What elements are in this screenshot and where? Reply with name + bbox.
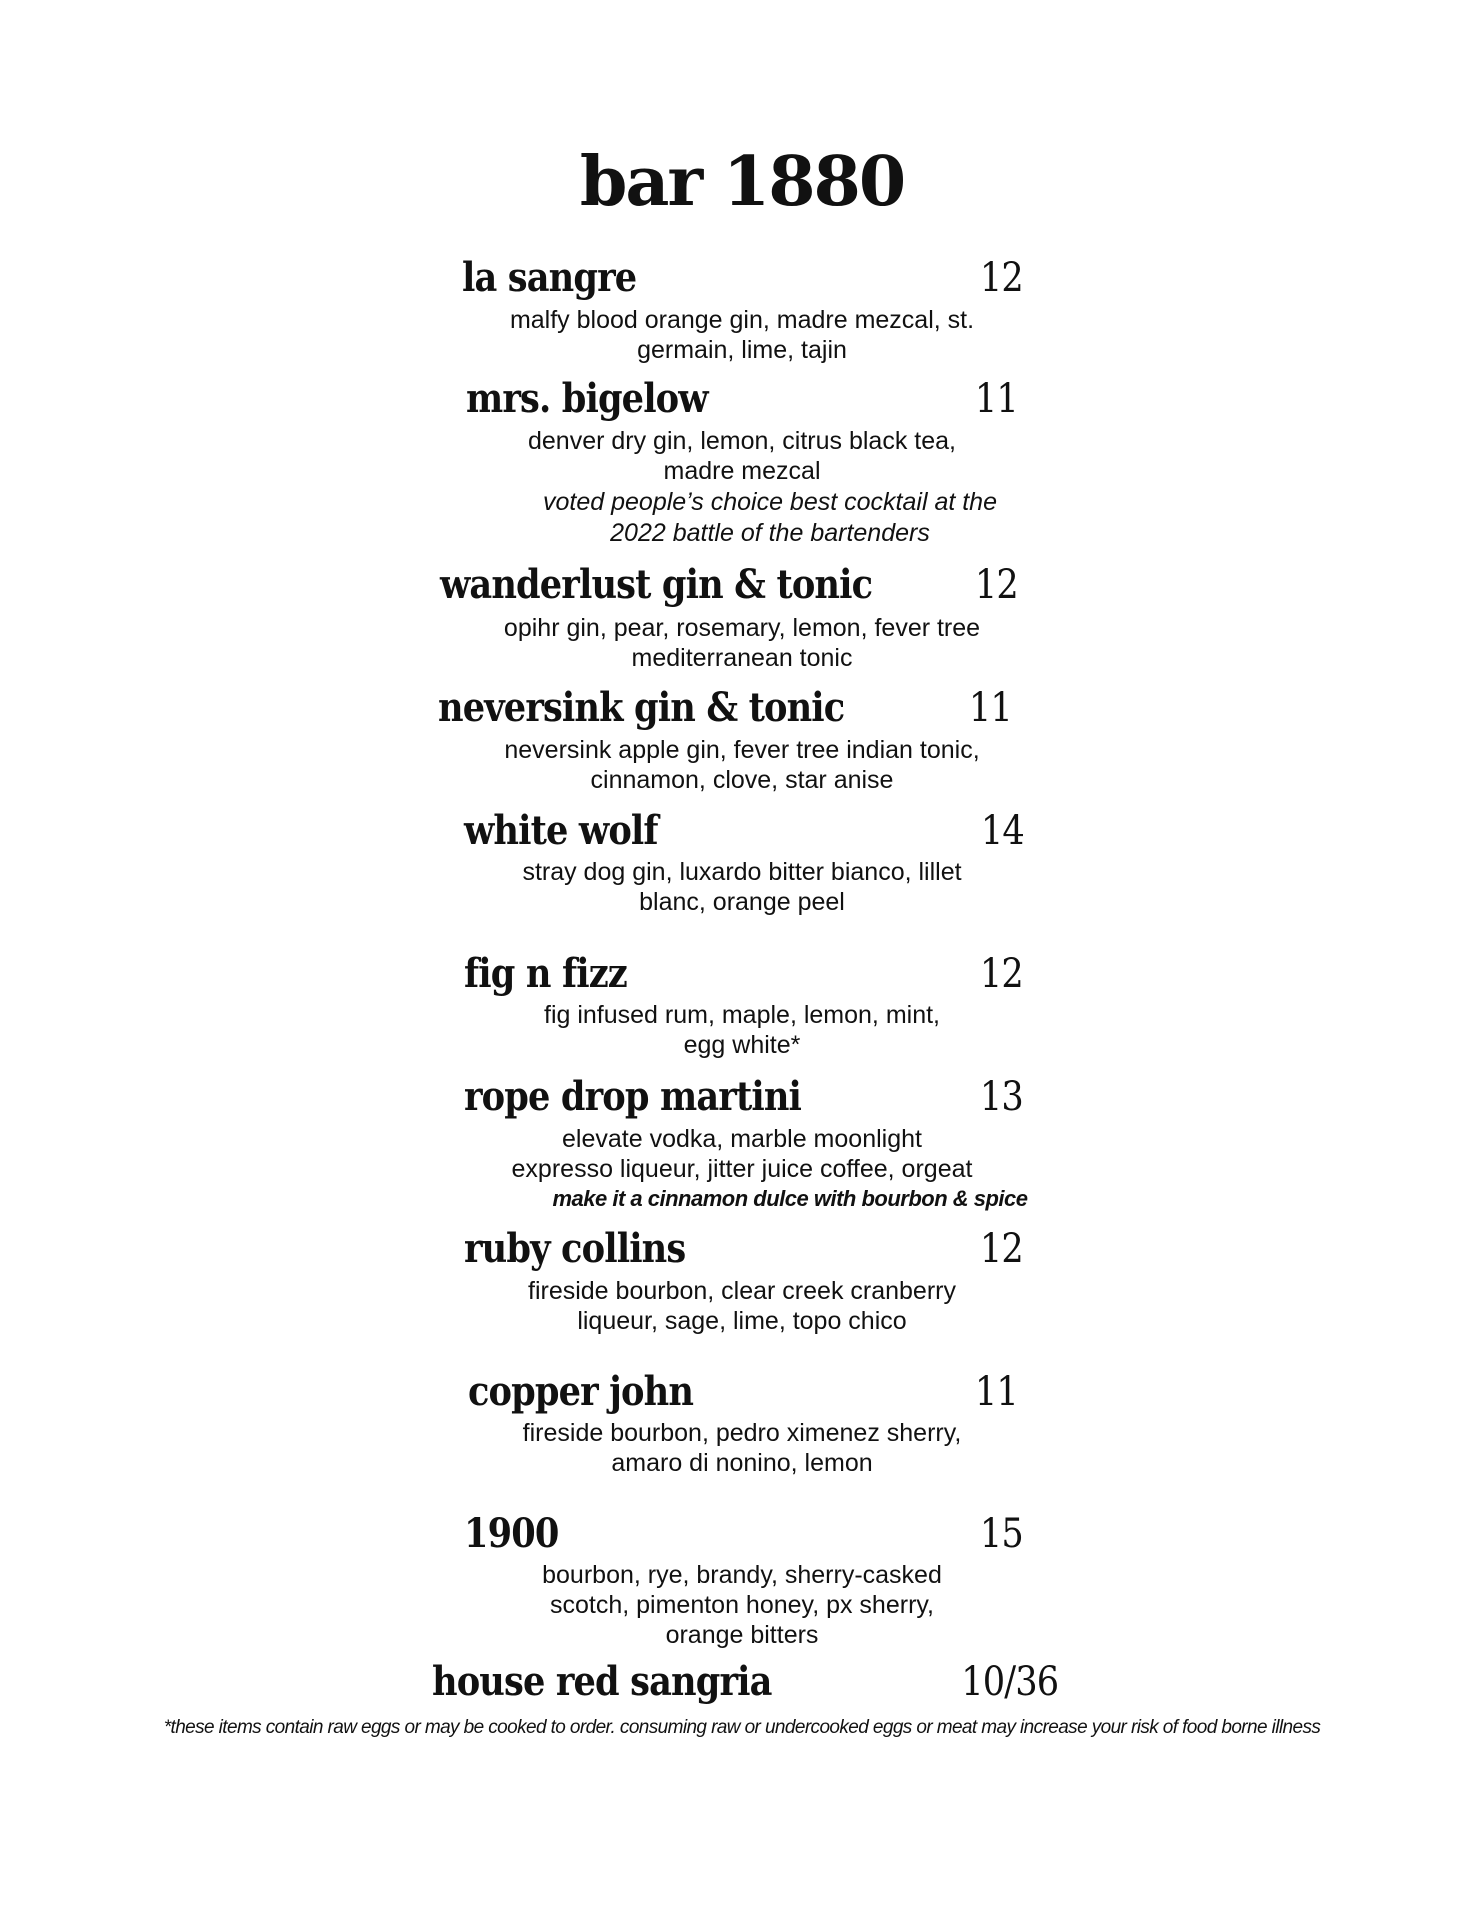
description-line: amaro di nonino, lemon <box>611 1449 873 1477</box>
item-description <box>442 1124 1042 1184</box>
description-line: germain, lime, tajin <box>637 336 847 364</box>
item-name: ruby collins <box>464 1225 686 1272</box>
item-name: mrs. bigelow <box>466 375 708 422</box>
description-line: fig infused rum, maple, lemon, mint, <box>544 1001 940 1029</box>
item-name: fig n fizz <box>464 950 627 997</box>
description-line: orange bitters <box>665 1621 819 1649</box>
item-price: 11 <box>974 1369 1018 1415</box>
item-description <box>442 613 1042 673</box>
item-name: 1900 <box>464 1510 559 1557</box>
description-line: scotch, pimenton honey, px sherry, <box>550 1591 934 1619</box>
item-name: rope drop martini <box>464 1073 802 1120</box>
item-description <box>442 1276 1042 1336</box>
food-safety-disclaimer: *these items contain raw eggs or may be cooked to order. consuming raw or undercooked eggs or meat may increase your risk of food borne illness <box>163 1717 1321 1738</box>
description-line: madre mezcal <box>663 457 821 485</box>
item-price: 11 <box>968 685 1012 731</box>
item-price: 13 <box>979 1074 1023 1120</box>
description-line: cinnamon, clove, star anise <box>590 766 894 794</box>
item-price: 12 <box>979 255 1023 301</box>
item-variation-note: make it a cinnamon dulce with bourbon & spice <box>552 1186 1028 1211</box>
item-price: 14 <box>980 808 1024 854</box>
item-description <box>442 735 1042 795</box>
description-line: stray dog gin, luxardo bitter bianco, lillet <box>522 858 962 886</box>
item-price: 10/36 <box>960 1659 1058 1705</box>
item-name: la sangre <box>462 254 637 301</box>
description-line: bourbon, rye, brandy, sherry-casked <box>542 1561 942 1589</box>
description-line: malfy blood orange gin, madre mezcal, st. <box>509 306 975 334</box>
description-line: mediterranean tonic <box>631 644 853 672</box>
description-line: elevate vodka, marble moonlight <box>562 1125 922 1153</box>
item-description <box>442 1560 1042 1650</box>
item-price: 12 <box>979 1226 1023 1272</box>
item-name: wanderlust gin & tonic <box>440 561 873 608</box>
description-line: liqueur, sage, lime, topo chico <box>577 1307 907 1335</box>
description-line: denver dry gin, lemon, citrus black tea, <box>528 427 956 455</box>
description-line: blanc, orange peel <box>639 888 845 916</box>
item-description <box>442 426 1042 486</box>
item-price: 11 <box>974 376 1018 422</box>
item-price: 12 <box>979 951 1023 997</box>
item-description <box>442 857 1042 917</box>
item-price: 15 <box>979 1511 1023 1557</box>
item-description <box>442 1000 1042 1060</box>
description-line: fireside bourbon, pedro ximenez sherry, <box>522 1419 962 1447</box>
menu-title: bar 1880 <box>579 142 905 222</box>
item-price: 12 <box>974 562 1018 608</box>
description-line: expresso liqueur, jitter juice coffee, orgeat <box>511 1155 973 1183</box>
item-description <box>442 1418 1042 1478</box>
description-line: opihr gin, pear, rosemary, lemon, fever tree <box>503 614 981 642</box>
description-line: neversink apple gin, fever tree indian tonic, <box>504 736 980 764</box>
item-name: neversink gin & tonic <box>438 684 845 731</box>
description-line: egg white* <box>683 1031 801 1059</box>
note-line: 2022 battle of the bartenders <box>610 519 930 547</box>
note-line: voted people’s choice best cocktail at the <box>543 488 997 516</box>
item-award-note <box>470 487 1070 549</box>
item-description <box>442 305 1042 365</box>
item-name: white wolf <box>464 807 658 854</box>
item-name: house red sangria <box>432 1658 772 1705</box>
item-name: copper john <box>468 1368 694 1415</box>
description-line: fireside bourbon, clear creek cranberry <box>528 1277 956 1305</box>
